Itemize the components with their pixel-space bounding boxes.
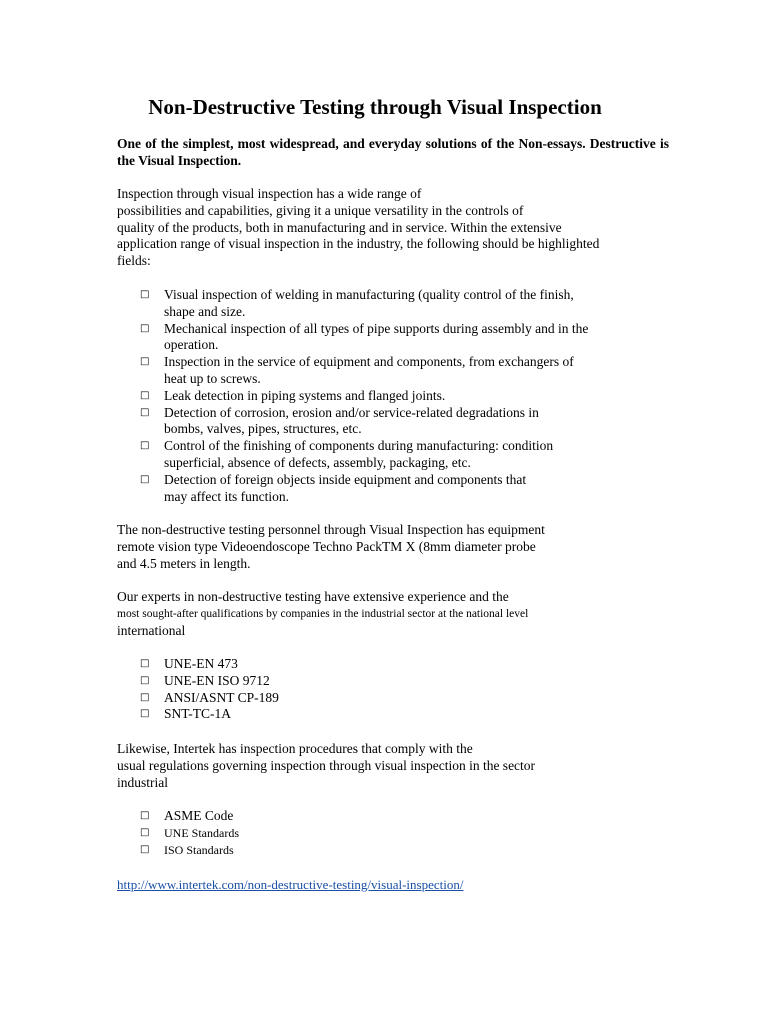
text-line: international [117, 622, 186, 638]
checkbox-bullet-icon: □ [140, 810, 150, 821]
text-line: The non-destructive testing personnel through Visual Inspection has equipment [117, 522, 545, 537]
text-line: industrial [117, 774, 168, 790]
paragraph-experts [117, 589, 528, 639]
text-line: application range of visual inspection in the industry, the following should be highlighted [117, 236, 600, 252]
checkbox-bullet-icon: □ [140, 826, 150, 838]
checkbox-bullet-icon: □ [140, 691, 150, 703]
checkbox-bullet-icon: □ [140, 658, 150, 669]
checkbox-bullet-icon: □ [140, 289, 150, 300]
list-item: □ UNE Standards [140, 825, 239, 840]
paragraph-equipment [117, 522, 545, 572]
intro-paragraph: One of the simplest, most widespread, and everyday solutions of the Non-essays. Destructive is the Visual Inspection. [117, 136, 669, 168]
document-title: Non-Destructive Testing through Visual Inspection [148, 95, 602, 119]
checkbox-bullet-icon: □ [140, 322, 150, 334]
checkbox-bullet-icon: □ [140, 356, 150, 368]
checkbox-bullet-icon: □ [140, 406, 150, 418]
list-item: □ UNE-EN ISO 9712 [140, 672, 270, 688]
text-line: fields: [117, 253, 151, 269]
applications-list [140, 287, 588, 505]
text-line: possibilities and capabilities, giving it a unique versatility in the controls of [117, 202, 524, 218]
list-item: □ Leak detection in piping systems and flanged joints. [140, 387, 446, 403]
list-item: □ UNE-EN 473 [140, 656, 238, 671]
standards-list [140, 808, 239, 858]
text-line: Our experts in non-destructive testing have extensive experience and the [117, 589, 509, 604]
list-item: □ Detection of corrosion, erosion and/or service-related degradations in bombs, valves, pipes, structures, etc. [140, 404, 539, 437]
list-item: □ ANSI/ASNT CP-189 [140, 689, 279, 705]
list-item: □ Inspection in the service of equipment and components, from exchangers of heat up to screws. [140, 354, 574, 386]
text-line: quality of the products, both in manufacturing and in service. Within the extensive [117, 219, 562, 235]
text-line: remote vision type Videoendoscope Techno PackTM X (8mm diameter probe [117, 538, 536, 554]
list-item: □ ASME Code [140, 808, 234, 823]
list-item: □ Detection of foreign objects inside equipment and components that may affect its function. [140, 471, 527, 504]
text-line: usual regulations governing inspection through visual inspection in the sector [117, 757, 536, 773]
checkbox-bullet-icon: □ [140, 440, 150, 452]
checkbox-bullet-icon: □ [140, 843, 150, 855]
list-item: □ SNT-TC-1A [140, 706, 232, 722]
checkbox-bullet-icon: □ [140, 389, 150, 401]
text-line: and 4.5 meters in length. [117, 555, 251, 571]
text-line: most sought-after qualifications by companies in the industrial sector at the national level [117, 607, 529, 620]
checkbox-bullet-icon: □ [140, 674, 150, 686]
list-item: □ Visual inspection of welding in manufacturing (quality control of the finish, shape and size. [140, 287, 574, 319]
qualifications-list [140, 656, 279, 723]
list-item: □ Control of the finishing of components during manufacturing: condition superficial, absence of defects, assembly, packaging, etc. [140, 438, 554, 470]
text-line: Likewise, Intertek has inspection procedures that comply with the [117, 741, 473, 756]
text-line: Inspection through visual inspection has a wide range of [117, 186, 422, 201]
paragraph-procedures [117, 741, 535, 791]
paragraph-applications [117, 186, 599, 270]
list-item: □ ISO Standards [140, 842, 234, 857]
checkbox-bullet-icon: □ [140, 708, 150, 720]
checkbox-bullet-icon: □ [140, 473, 150, 485]
list-item: □ Mechanical inspection of all types of pipe supports during assembly and in the operation. [140, 320, 589, 353]
intertek-link[interactable]: http://www.intertek.com/non-destructive-testing/visual-inspection/ [117, 877, 464, 892]
